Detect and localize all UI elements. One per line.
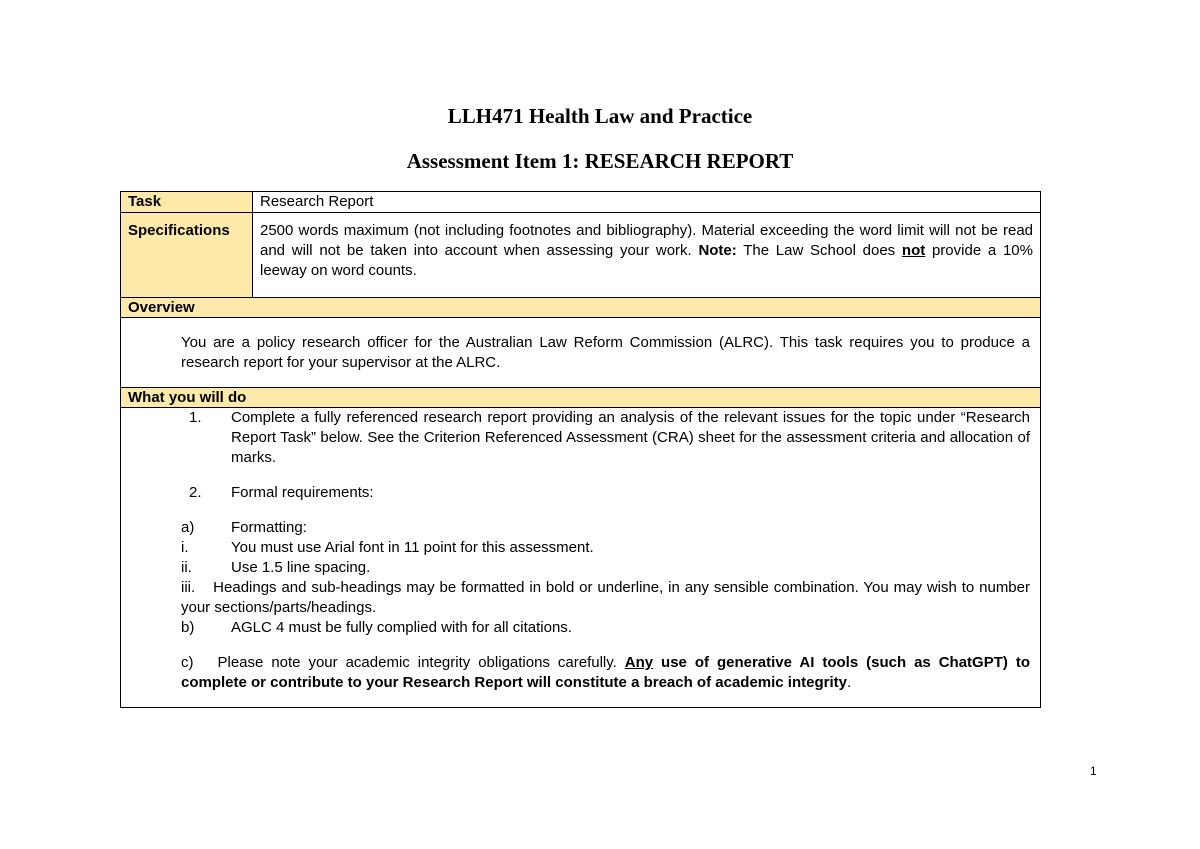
task-value: Research Report: [253, 192, 1041, 213]
list-item-c-bold: use of generative AI tools (such as ChatGPT) to complete or contribute to your Research Report will constitute a breach of academic integrity: [181, 654, 1030, 691]
list-item-a-text: Formatting:: [231, 519, 307, 536]
list-item-c-any: Any: [624, 654, 654, 671]
list-item-iii-text: Headings and sub-headings may be formatted in bold or underline, in any sensible combination. You may wish to number your sections/parts/headings.: [181, 579, 1030, 616]
what-you-will-do-row: [121, 408, 1041, 708]
list-item-iii: [181, 578, 1030, 618]
list-item-c-number: c): [181, 654, 194, 671]
list-item-i: [181, 538, 1030, 558]
specifications-row: [121, 213, 1041, 298]
what-you-will-do-label: What you will do: [121, 388, 1041, 408]
task-label: Task: [121, 192, 253, 213]
list-item-c-end: .: [846, 674, 852, 691]
specifications-text: 2500 words maximum (not including footnotes and bibliography). Material exceeding the word limit will not be read and will not be taken into account when assessing your work.: [260, 222, 1033, 259]
list-item-2: [189, 483, 1030, 503]
list-item-b: [181, 618, 1030, 638]
overview-header-row: [121, 298, 1041, 318]
what-you-will-do-content: [121, 408, 1041, 708]
page-number: 1: [1090, 764, 1097, 778]
list-item-i-number: i.: [181, 539, 189, 556]
specifications-value: [253, 213, 1041, 298]
list-item-c: [181, 653, 1030, 693]
list-item-ii: [181, 558, 1030, 578]
list-item-1-number: 1.: [189, 409, 202, 426]
list-item-2-number: 2.: [189, 484, 202, 501]
document-title: LLH471 Health Law and Practice: [447, 104, 753, 128]
note-label: Note:: [698, 242, 737, 259]
task-row: [121, 192, 1041, 213]
overview-row: [121, 318, 1041, 388]
list-item-c-text: Please note your academic integrity obligations carefully.: [217, 654, 625, 671]
document-subtitle: Assessment Item 1: RESEARCH REPORT: [406, 149, 794, 173]
overview-text: You are a policy research officer for the Australian Law Reform Commission (ALRC). This task requires you to produce a research report for your supervisor at the ALRC.: [121, 318, 1041, 388]
list-item-a: [181, 518, 1030, 538]
list-item-1-text: Complete a fully referenced research report providing an analysis of the relevant issues for the topic under “Research Report Task” below. See the Criterion Referenced Assessment (CRA) sheet for the assessment criteria and allocation of marks.: [231, 409, 1030, 466]
note-text-b: provide a 10% leeway on word counts.: [260, 242, 1033, 279]
list-item-b-number: b): [181, 619, 195, 636]
note-text-a: The Law School does: [736, 242, 902, 259]
what-you-will-do-header-row: [121, 388, 1041, 408]
list-item-iii-number: iii.: [181, 579, 196, 596]
list-item-i-text: You must use Arial font in 11 point for this assessment.: [231, 539, 594, 556]
list-item-ii-text: Use 1.5 line spacing.: [231, 559, 371, 576]
overview-label: Overview: [121, 298, 1041, 318]
list-item-2-text: Formal requirements:: [231, 484, 374, 501]
list-item-a-number: a): [181, 519, 195, 536]
list-item-b-text: AGLC 4 must be fully complied with for all citations.: [231, 619, 572, 636]
note-not: not: [901, 242, 926, 259]
specifications-label: Specifications: [121, 213, 253, 298]
list-item-ii-number: ii.: [181, 559, 192, 576]
list-item-1: [189, 408, 1030, 468]
assessment-table: [120, 191, 1041, 708]
